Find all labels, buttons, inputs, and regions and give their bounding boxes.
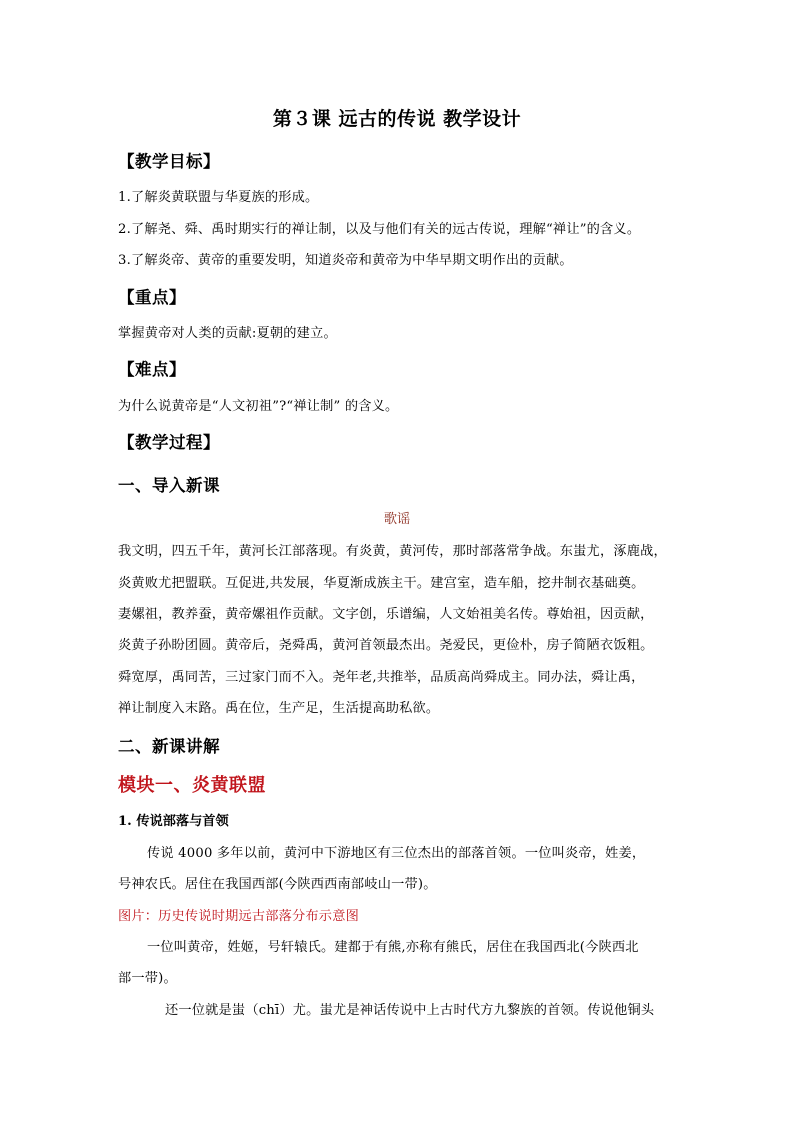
part2-heading: 二、新课讲解 [118, 737, 220, 756]
goal-item-2: 2.了解尧、舜、禹时期实行的禅让制，以及与他们有关的远古传说，理解“禅让”的含义。 [118, 222, 641, 237]
key-points-text: 掌握黄帝对人类的贡献:夏朝的建立。 [118, 326, 337, 341]
song-line-3: 妻嫘祖，教养蚕，黄帝嫘祖作贡献。文字创，乐谱编，人文始祖美名传。尊始祖，因贡献， [118, 607, 654, 622]
goal-item-1: 1.了解炎黄联盟与华夏族的形成。 [118, 190, 319, 205]
difficulty-heading: 【难点】 [118, 360, 186, 379]
paragraph-3-line-1: 还一位就是蚩（chī）尤。蚩尤是神话传说中上古时代方九黎族的首领。传说他铜头 [165, 1003, 655, 1018]
paragraph-2-line-2: 部一带)。 [118, 971, 177, 986]
goal-item-3: 3.了解炎帝、黄帝的重要发明，知道炎帝和黄帝为中华早期文明作出的贡献。 [118, 253, 573, 268]
paragraph-1-line-1: 传说 4000 多年以前，黄河中下游地区有三位杰出的部落首领。一位叫炎帝，姓姜， [147, 846, 646, 861]
goals-heading: 【教学目标】 [118, 152, 220, 171]
figure-caption: 图片：历史传说时期远古部落分布示意图 [118, 909, 359, 924]
song-title: 歌谣 [383, 512, 411, 527]
key-points-heading: 【重点】 [118, 288, 186, 307]
paragraph-1-line-2: 号神农氏。居住在我国西部(今陕西西南部岐山一带)。 [118, 877, 437, 892]
song-line-6: 禅让制度入末路。禹在位，生产足，生活提高助私欲。 [118, 701, 440, 716]
subsection-title: 1. 传说部落与首领 [118, 814, 229, 829]
process-heading: 【教学过程】 [118, 433, 220, 452]
song-line-1: 我文明，四五千年，黄河长江部落现。有炎黄，黄河传，那时部落常争战。东蚩尤，涿鹿战， [118, 544, 667, 559]
song-line-5: 舜宽厚，禹同苦，三过家门而不入。尧年老,共推举，品质高尚舜成主。同办法，舜让禹， [118, 670, 645, 685]
song-line-2: 炎黄败尤把盟联。互促进,共发展，华夏渐成族主干。建宫室，造车船，挖井制衣基础奠。 [118, 576, 645, 591]
module-title: 模块一、炎黄联盟 [118, 775, 266, 796]
difficulty-text: 为什么说黄帝是“人文初祖”?“禅让制” 的含义。 [118, 399, 399, 414]
paragraph-2-line-1: 一位叫黄帝，姓姬，号轩辕氏。建都于有熊,亦称有熊氏，居住在我国西北(今陕西北 [147, 940, 639, 955]
document-title: 第３课 远古的传说 教学设计 [272, 108, 522, 130]
song-line-4: 炎黄子孙盼团圆。黄帝后，尧舜禹，黄河首领最杰出。尧爱民，更俭朴，房子简陋衣饭粗。 [118, 638, 654, 653]
part1-heading: 一、导入新课 [118, 476, 220, 495]
